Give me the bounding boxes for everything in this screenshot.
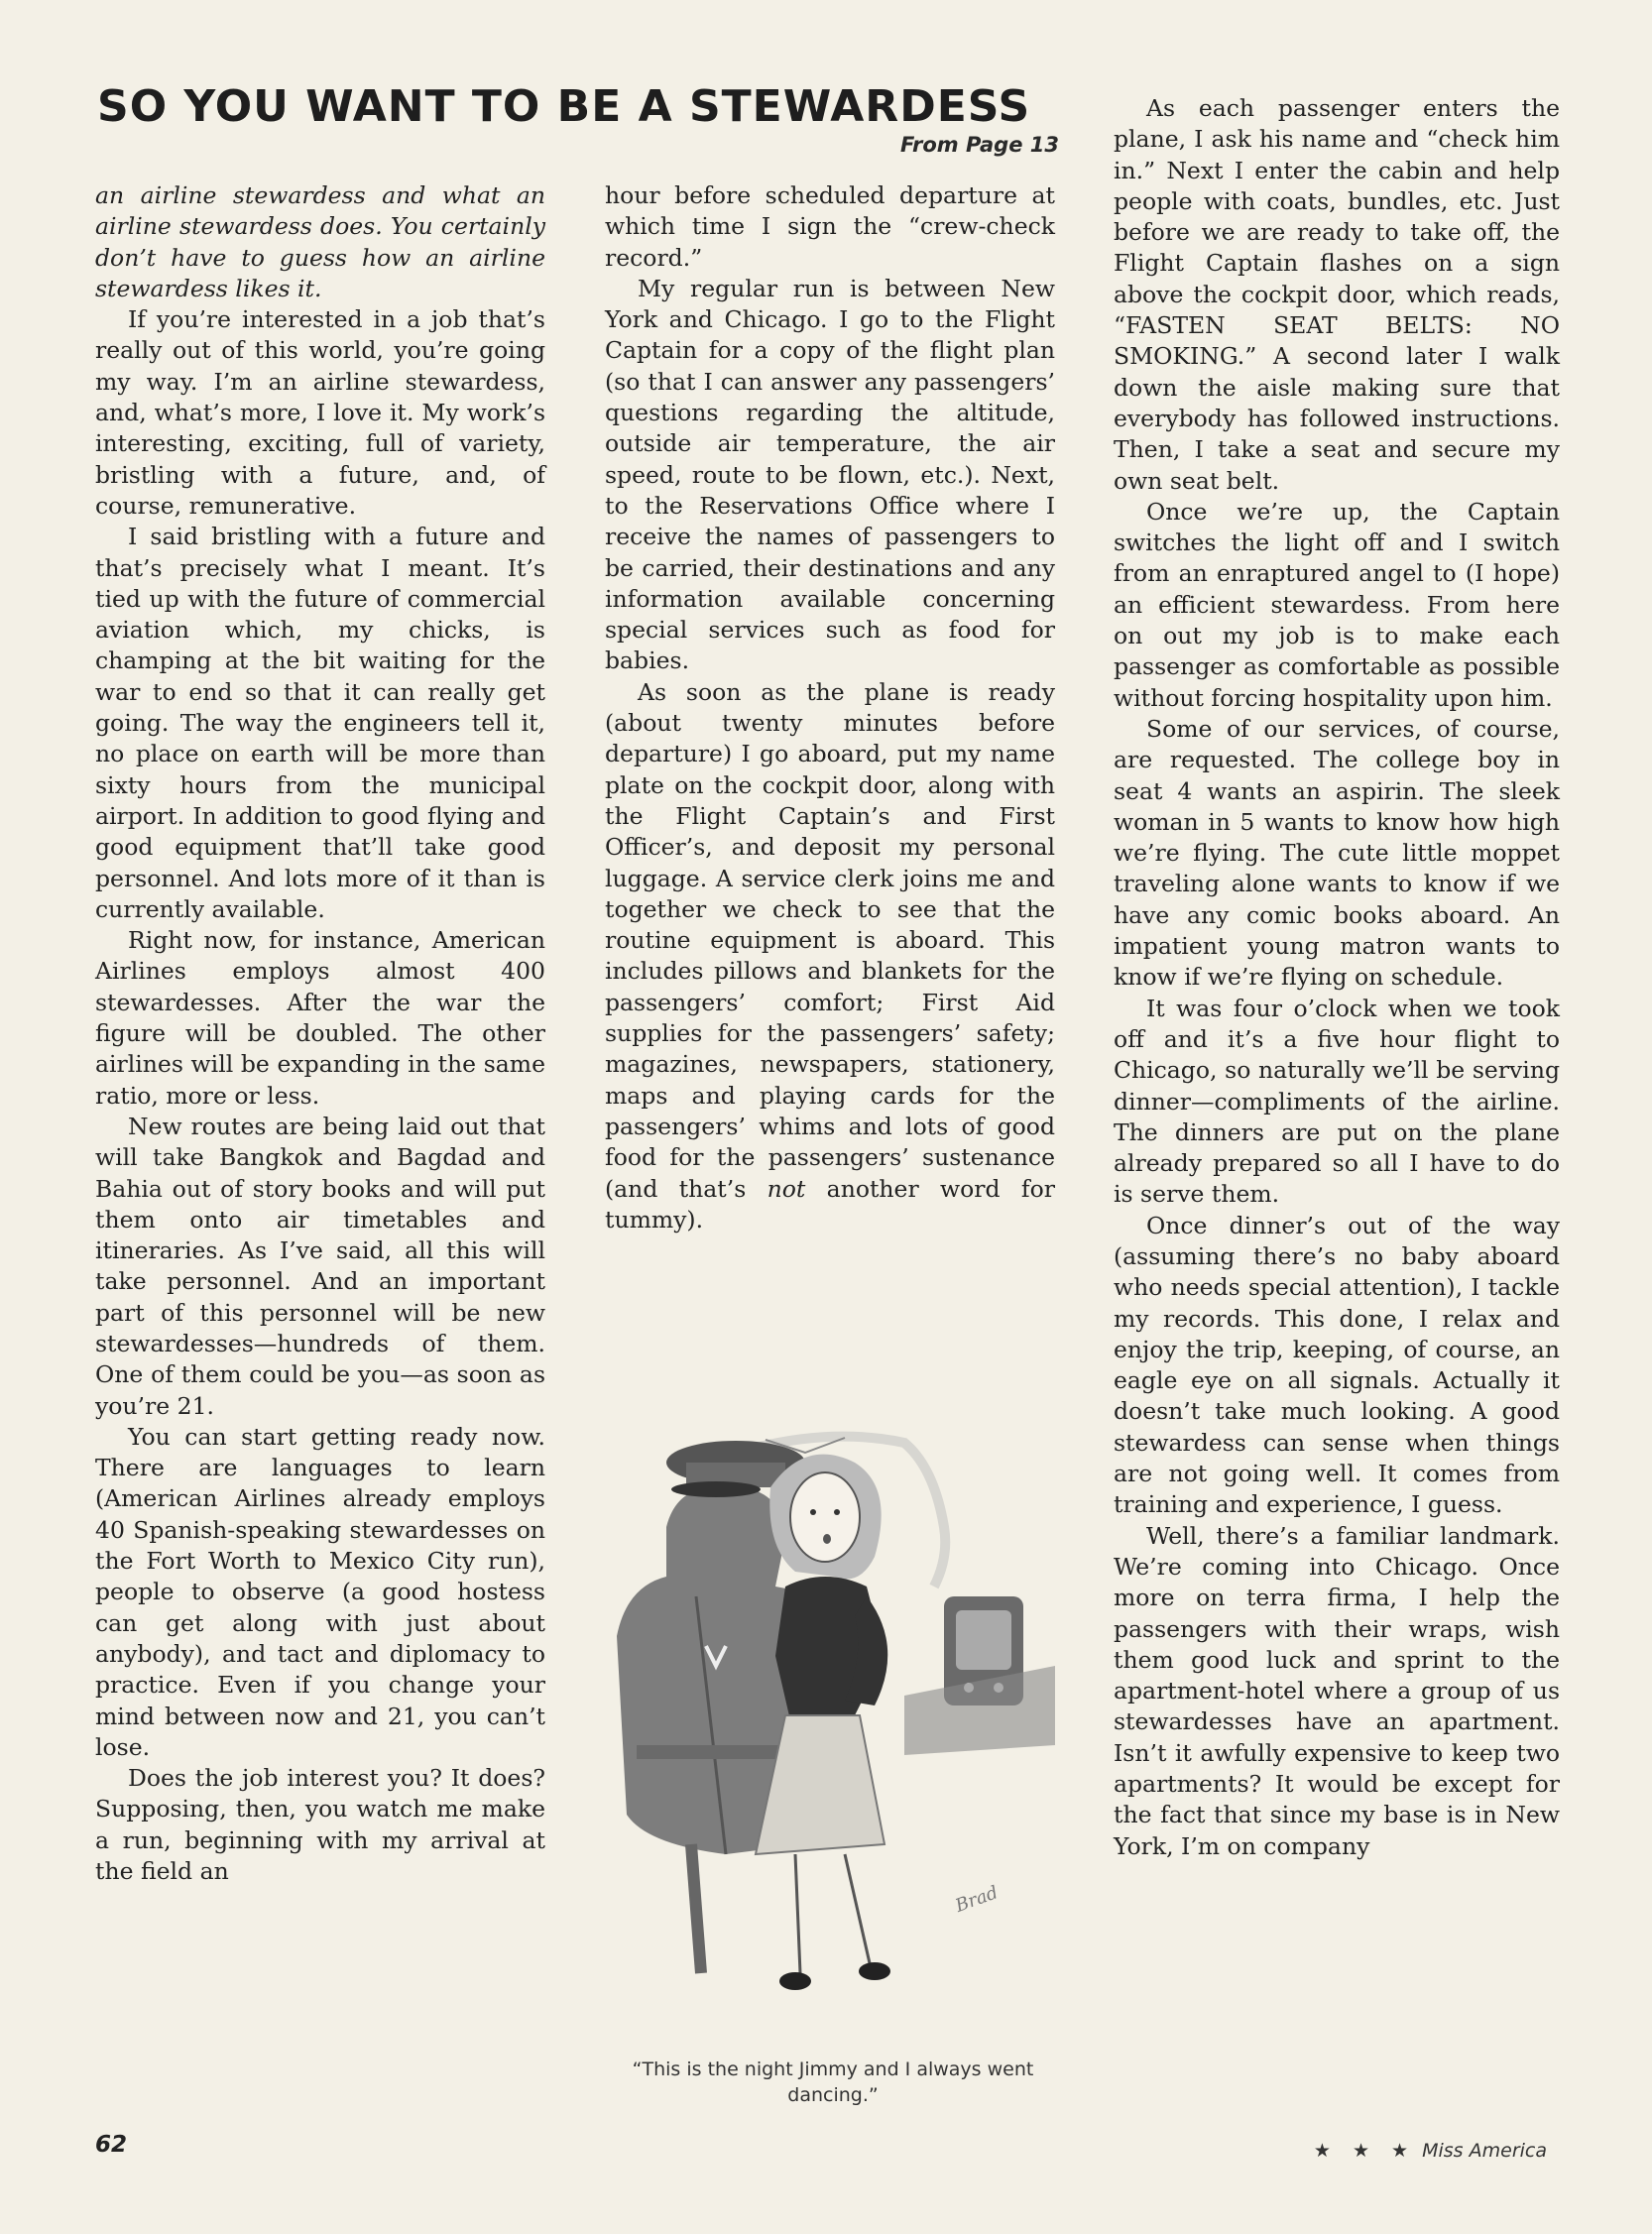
paragraph: If you’re interested in a job that’s really out of this world, you’re going my way. I’m an airline stewardess, and, what’s more, I love it. My work’s interesting, exciting, full of variety, bristling with a future, and, of course, remunerative. [95, 305, 545, 520]
paragraph: Some of our services, of course, are requested. The college boy in seat 4 wants an aspirin. The sleek woman in 5 wants to know how high we’re flying. The cute little moppet traveling alone wants to know if we have any comic books aboard. An impatient young matron wants to know if we’re flying on schedule. [1114, 714, 1560, 992]
paragraph: Right now, for instance, American Airlines employs almost 400 stewardesses. After the war the figure will be doubled. The other airlines will be expanding in the same ratio, more or less. [95, 926, 545, 1110]
paragraph: Once dinner’s out of the way (assuming there’s no baby aboard who needs special attention), I tackle my records. This done, I relax and enjoy the trip, keeping, of course, an eagle eye on all signals. Actually it doesn’t take much looking. A good stewardess can sense when things are not going well. It comes from training and experience, I guess. [1114, 1211, 1560, 1519]
paragraph [605, 677, 1055, 1235]
paragraph: Once we’re up, the Captain switches the light off and I switch from an enraptured angel to (I hope) an efficient stewardess. From here on out my job is to make each passenger as comfortable as possible without forcing hospitality upon him. [1114, 497, 1560, 712]
emphasis-word: not [767, 1174, 806, 1203]
publication-name: Miss America [1422, 2140, 1547, 2162]
paragraph-tail: another word for tummy). [605, 1174, 1056, 1234]
column-3 [1114, 93, 1560, 1862]
star-icons: ★ ★ ★ [1313, 2140, 1417, 2162]
continued-from: From Page 13 [899, 133, 1059, 157]
illustration-caption: “This is the night Jimmy and I always went dancing.” [632, 2058, 1034, 2106]
paragraph: hour before scheduled departure at which time I sign the “crew-check record.” [605, 181, 1055, 272]
paragraph: Well, there’s a familiar landmark. We’re coming into Chicago. Once more on terra firma, I help the passengers with their wraps, wish them good luck and sprint to the apartment-hotel where a group of us stewardesses have an apartment. Isn’t it awfully expensive to keep two apartments? It would be except for the fact that since my base is in New York, I’m on company [1114, 1521, 1560, 1860]
paragraph: I said bristling with a future and that’s precisely what I meant. It’s tied up with the future of commercial aviation which, my chicks, is champing at the bit waiting for the war to end so that it can really get going. The way the engineers tell it, no place on earth will be more than sixty hours from the municipal airport. In addition to good flying and good equipment that’ll take good personnel. And lots more of it than is currently available. [95, 523, 545, 923]
paragraph: You can start getting ready now. There are languages to learn (American Airlines already employs 40 Spanish-speaking stewardesses on the Fort Worth to Mexico City run), people to observe (a good hostess can get along with just about anybody), and tact and diplomacy to practice. Even if you change your mind between now and 21, you can’t lose. [95, 1422, 545, 1761]
paragraph: My regular run is between New York and Chicago. I go to the Flight Captain for a copy of the flight plan (so that I can answer any passengers’ questions regarding the altitude, outside air temperature, the air speed, route to be flown, etc.). Next, to the Reservations Office where I receive the names of passengers to be carried, their destinations and any information available concerning special services such as food for babies. [605, 274, 1055, 675]
column-2 [605, 180, 1055, 1235]
page-number: 62 [95, 2132, 128, 2158]
paragraph: New routes are being laid out that will take Bangkok and Bagdad and Bahia out of story books and will put them onto air timetables and itineraries. As I’ve said, all this will take personnel. And an important part of this personnel will be new stewardesses—hundreds of them. One of them could be you—as soon as you’re 21. [95, 1112, 545, 1420]
paragraph: an airline stewardess and what an airline stewardess does. You certainly don’t have to guess how an airline stewardess likes it. [95, 181, 545, 302]
paragraph: It was four o’clock when we took off and it’s a five hour flight to Chicago, so naturally we’ll be serving dinner—compliments of the airline. The dinners are put on the plane already prepared so all I have to do is serve them. [1114, 994, 1560, 1209]
paragraph-text: As soon as the plane is ready (about twenty minutes before departure) I go aboard, put my name plate on the cockpit door, along with the Flight Captain’s and First Officer’s, and deposit my personal luggage. A service clerk joins me and together we check to see that the routine equipment is aboard. This includes pillows and blankets for the passengers’ comfort; First Aid supplies for the passengers’ safety; magazines, newspapers, stationery, maps and playing cards for the passengers’ whims and lots of good food for the passengers’ sustenance (and that’s [605, 677, 1055, 1203]
artist-signature: Brad [952, 1882, 1002, 1917]
article-title: SO YOU WANT TO BE A STEWARDESS [97, 81, 1031, 132]
column-1 [95, 180, 545, 1887]
publication-footer [1314, 2140, 1547, 2162]
paragraph: Does the job interest you? It does? Supposing, then, you watch me make a run, beginning with my arrival at the field an [95, 1764, 545, 1886]
paragraph: As each passenger enters the plane, I ask his name and “check him in.” Next I enter the cabin and help people with coats, bundles, etc. Just before we are ready to take off, the Flight Captain flashes on a sign above the cockpit door, which reads, “FASTEN SEAT BELTS: NO SMOKING.” A second later I walk down the aisle making sure that everybody has followed instructions. Then, I take a seat and secure my own seat belt. [1114, 94, 1560, 495]
stewardess-illustration [607, 1418, 1055, 2013]
